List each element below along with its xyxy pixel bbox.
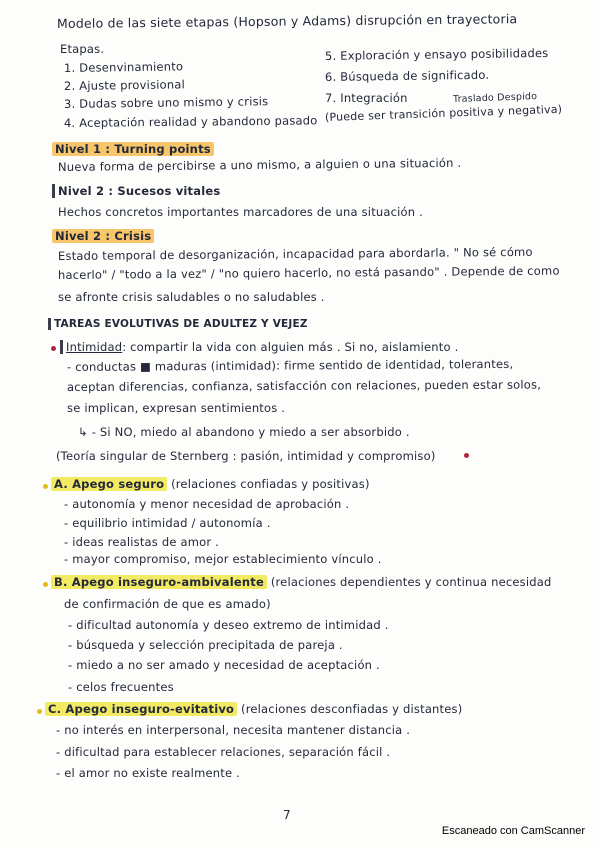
bullet-dot	[51, 346, 56, 351]
stage-item: 4. Aceptación realidad y abandono pasado	[63, 113, 318, 130]
sternberg-line: (Teoría singular de Sternberg : pasión, intimidad y compromiso)	[56, 449, 436, 463]
attachment-item: - dificultad para establecer relaciones, separación fácil .	[56, 745, 391, 759]
level-heading	[52, 184, 220, 198]
bullet-dot	[37, 709, 42, 714]
intimacy-label: Intimidad	[60, 340, 122, 354]
level-line: se afronte crisis saludables o no saludables .	[58, 290, 325, 304]
level-heading-text: Nivel 2 : Sucesos vitales	[52, 184, 220, 198]
level-heading	[52, 229, 154, 243]
level-heading-text: Nivel 2 : Crisis	[52, 229, 154, 243]
attachment-item: - búsqueda y selección precipitada de pareja .	[68, 638, 343, 652]
attachment-heading	[51, 575, 551, 589]
bullet-dot	[43, 484, 48, 489]
stage-item: 5. Exploración y ensayo posibilidades	[324, 45, 549, 63]
attachment-label: B. Apego inseguro-ambivalente	[51, 575, 267, 589]
attachment-item: - autonomía y menor necesidad de aprobación .	[64, 497, 350, 511]
attachment-heading	[45, 702, 462, 716]
stage-item: 7. Integración	[325, 91, 408, 105]
stage-side-note-top: Traslado Despido	[452, 91, 538, 105]
bullet-dot	[43, 582, 48, 587]
intimacy-line	[60, 340, 458, 354]
stage-item: 2. Ajuste provisional	[63, 77, 186, 93]
attachment-item: - ideas realistas de amor .	[64, 535, 220, 549]
level-heading-text: Nivel 1 : Turning points	[52, 142, 214, 156]
level-line: Nueva forma de percibirse a uno mismo, a alguien o una situación .	[57, 155, 462, 174]
attachment-desc: (relaciones desconfiadas y distantes)	[241, 702, 463, 716]
attachment-item: - no interés en interpersonal, necesita mantener distancia .	[56, 723, 411, 737]
conducta-line: ↳ - Si NO, miedo al abandono y miedo a ser absorbido .	[78, 425, 410, 439]
conducta-line: - conductas ■ maduras (intimidad): firme sentido de identidad, tolerantes,	[66, 356, 514, 374]
page-number: 7	[283, 808, 291, 822]
level-line: Hechos concretos importantes marcadores de una situación .	[58, 205, 423, 219]
tasks-heading	[48, 318, 308, 330]
attachment-item: - celos frecuentes	[68, 680, 174, 694]
attachment-extra: de confirmación de que es amado)	[64, 597, 271, 611]
level-line: hacerlo" / "todo a la vez" / "no quiero hacerlo, no está pasando" . Depende de como	[57, 263, 560, 282]
level-line: Estado temporal de desorganización, incapacidad para abordarla. " No sé cómo	[57, 244, 533, 263]
level-heading	[52, 142, 214, 156]
attachment-item: - dificultad autonomía y deseo extremo de intimidad .	[68, 618, 389, 632]
stage-side-note: (Puede ser transición positiva y negativa)	[324, 102, 563, 124]
conducta-line: aceptan diferencias, confianza, satisfacción con relaciones, pueden estar solos,	[66, 377, 542, 394]
attachment-item: - el amor no existe realmente .	[56, 766, 240, 780]
tasks-heading-text: TAREAS EVOLUTIVAS DE ADULTEZ Y VEJEZ	[48, 318, 308, 330]
attachment-item: - mayor compromiso, mejor establecimiento vínculo .	[64, 552, 382, 566]
attachment-heading	[51, 477, 370, 491]
attachment-item: - equilibrio intimidad / autonomía .	[64, 516, 271, 530]
stage-item: 1. Desenvinamiento	[63, 59, 184, 75]
stage-item: 3. Dudas sobre uno mismo y crisis	[63, 94, 269, 111]
attachment-item: - miedo a no ser amado y necesidad de aceptación .	[68, 658, 380, 672]
intimacy-text: : compartir la vida con alguien más . Si no, aislamiento .	[122, 340, 459, 354]
attachment-label: A. Apego seguro	[51, 477, 167, 491]
scanner-footer: Escaneado con CamScanner	[441, 825, 585, 837]
stages-label: Etapas.	[60, 42, 105, 56]
page-title: Modelo de las siete etapas (Hopson y Adams) disrupción en trayectoria	[56, 11, 518, 31]
stage-item: 6. Búsqueda de significado.	[324, 67, 490, 84]
attachment-desc: (relaciones confiadas y positivas)	[171, 477, 370, 491]
attachment-desc: (relaciones dependientes y continua necesidad	[270, 575, 552, 589]
conducta-line: se implican, expresan sentimientos .	[67, 401, 286, 415]
bullet-dot	[464, 453, 469, 458]
attachment-label: C. Apego inseguro-evitativo	[45, 702, 237, 716]
